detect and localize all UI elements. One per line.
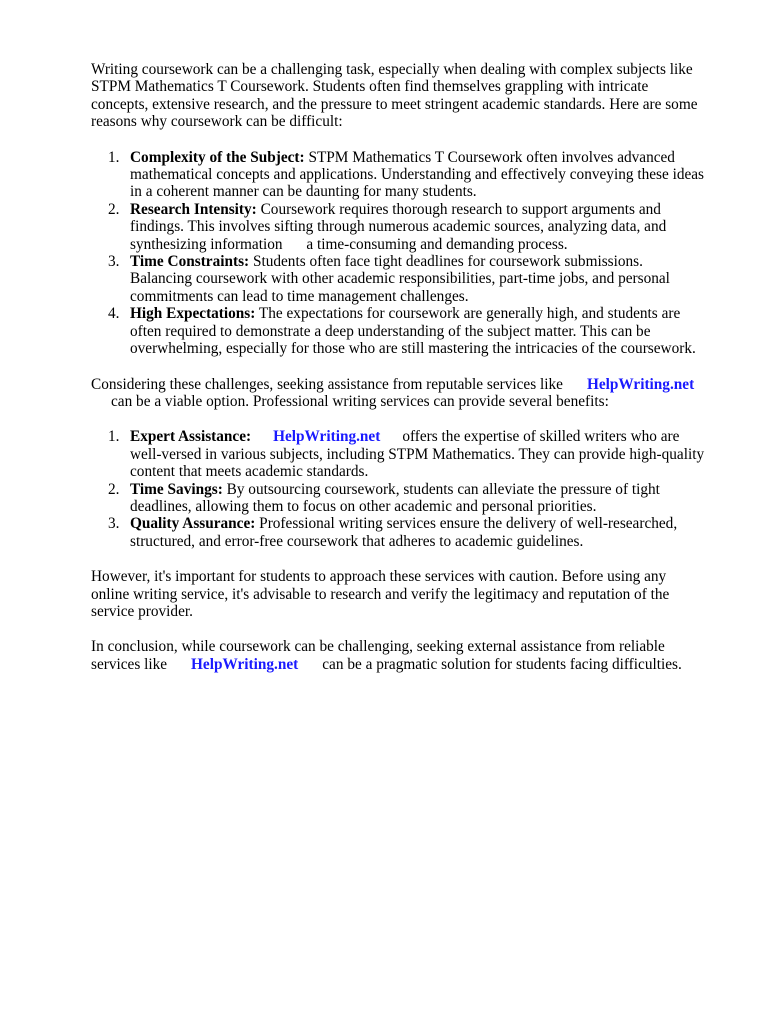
item-text: Coursework requires thorough research to support arguments and findings. This involves sifting through numerous academic sources, analyzing data, and synthesizing information: [130, 200, 667, 253]
list-number: 1.: [108, 148, 120, 166]
item-heading: Time Savings:: [130, 480, 223, 498]
benefits-list: [91, 428, 708, 550]
list-number: 2.: [108, 480, 120, 498]
item-heading: Research Intensity:: [130, 200, 257, 218]
list-number: 3.: [108, 515, 120, 533]
list-number: 1.: [108, 428, 120, 446]
item-heading: Complexity of the Subject:: [130, 148, 305, 166]
however-paragraph: However, it's important for students to approach these services with caution. Before using any online writing service, it's advisable to research and verify the legitimacy and reputation of the service provider.: [91, 568, 670, 620]
item-text: By outsourcing coursework, students can alleviate the pressure of tight deadlines, allowing them to focus on other academic and personal priorities.: [130, 480, 660, 515]
list-number: 3.: [108, 253, 120, 271]
item-heading: High Expectations:: [130, 305, 256, 323]
list-number: 4.: [108, 305, 120, 323]
list-item: [91, 515, 708, 550]
considering-paragraph: [91, 376, 708, 411]
list-item: [91, 201, 708, 253]
list-item: [91, 149, 708, 201]
challenges-list: [91, 149, 708, 358]
item-heading: Quality Assurance:: [130, 515, 256, 533]
helpwriting-link[interactable]: HelpWriting.net: [191, 655, 299, 673]
item-text: The expectations for coursework are generally high, and students are often required to demonstrate a deep understanding of the subject matter. This can be overwhelming, especially for those who are still mastering the intricacies of the coursework.: [130, 305, 696, 358]
list-item: [91, 428, 708, 480]
list-item: [91, 481, 708, 516]
item-text: offers the expertise of skilled writers who are well-versed in various subjects, including STPM Mathematics. They can provide high-quality content that meets academic standards.: [130, 428, 705, 481]
conclusion-paragraph: [91, 638, 708, 673]
conclusion-text-continued: can be a pragmatic solution for students facing difficulties.: [322, 655, 682, 673]
helpwriting-link[interactable]: HelpWriting.net: [586, 375, 695, 393]
helpwriting-link[interactable]: HelpWriting.net: [273, 428, 381, 446]
considering-text: Considering these challenges, seeking assistance from reputable services like: [91, 375, 563, 393]
intro-paragraph: Writing coursework can be a challenging task, especially when dealing with complex subjects like STPM Mathematics T Coursework. Students often find themselves grappling with intricate concepts, extensive research, and the pressure to meet stringent academic standards. Here are some reasons why coursework can be difficult:: [91, 61, 698, 131]
conclusion-text: In conclusion, while coursework can be challenging, seeking external assistance from reliable services like: [91, 638, 665, 673]
item-text: Students often face tight deadlines for coursework submissions. Balancing coursework with other academic responsibilities, part-time jobs, and personal commitments can lead to time management challenges.: [130, 253, 670, 305]
considering-text-continued: can be a viable option. Professional writing services can provide several benefits:: [111, 392, 609, 410]
list-item: [91, 305, 708, 357]
item-heading: Time Constraints:: [130, 253, 250, 271]
item-heading: Expert Assistance:: [130, 428, 252, 446]
list-number: 2.: [108, 200, 120, 218]
item-text-continued: a time-consuming and demanding process.: [302, 235, 568, 253]
list-item: [91, 253, 708, 305]
item-text: STPM Mathematics T Coursework often involves advanced mathematical concepts and applications. Understanding and effectively conveying these ideas in a coherent manner can be daunting for many students.: [130, 148, 704, 201]
item-text: Professional writing services ensure the delivery of well-researched, structured, and error-free coursework that adheres to academic guidelines.: [130, 515, 678, 550]
